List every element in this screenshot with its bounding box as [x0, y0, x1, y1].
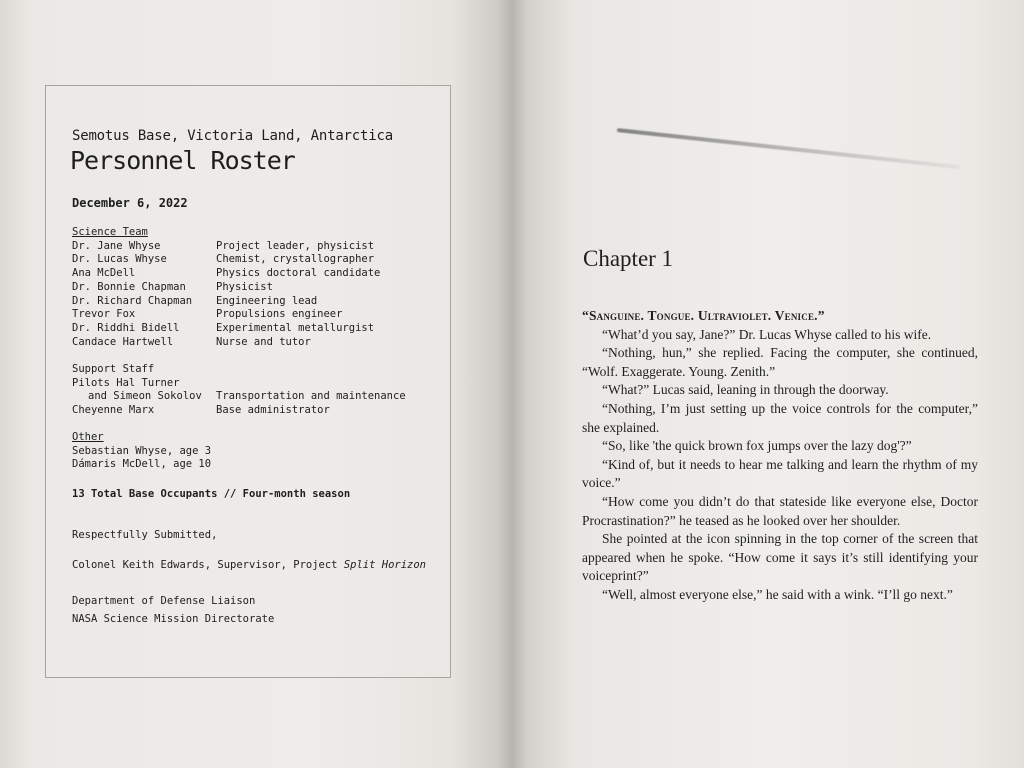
- roster-row: Trevor Fox Propulsions engineer: [72, 308, 343, 321]
- paragraph: “What?” Lucas said, leaning in through the doorway.: [602, 382, 889, 398]
- support-staff-section: [72, 363, 406, 418]
- paragraph: She pointed at the icon spinning in the top corner of the screen that appeared when he spoke. “How come it says it’s still identifying your voiceprint?”: [582, 531, 978, 584]
- science-team-section: [72, 226, 380, 349]
- roster-row: Candace Hartwell Nurse and tutor: [72, 335, 311, 348]
- support-staff-heading: Support Staff: [72, 363, 155, 375]
- chapter-heading: Chapter 1: [583, 246, 674, 271]
- liaison-nasa: NASA Science Mission Directorate: [72, 613, 275, 625]
- roster-row: Dámaris McDell, age 10: [72, 458, 212, 471]
- science-team-heading: Science Team: [72, 226, 148, 238]
- paragraph: “What’d you say, Jane?” Dr. Lucas Whyse called to his wife.: [602, 326, 932, 342]
- roster-row: and Simeon Sokolov Transportation and maintenance: [88, 390, 406, 403]
- project-name: Split Horizon: [343, 559, 427, 571]
- roster-title: Personnel Roster: [70, 146, 295, 175]
- paragraph: “Kind of, but it needs to hear me talking and learn the rhythm of my voice.”: [582, 456, 978, 491]
- signer-line: Colonel Keith Edwards, Supervisor, Project Split Horizon: [72, 559, 427, 571]
- other-heading: Other: [72, 431, 104, 443]
- roster-row: Pilots Hal Turner: [72, 376, 180, 389]
- roster-row: Cheyenne Marx Base administrator: [72, 404, 330, 417]
- roster-date: December 6, 2022: [72, 196, 188, 210]
- chapter-text: [582, 307, 978, 605]
- roster-row: Dr. Bonnie Chapman Physicist: [72, 280, 273, 293]
- roster-row: Sebastian Whyse, age 3: [72, 444, 212, 457]
- paragraph: “Nothing, hun,” she replied. Facing the computer, she continued, “Wolf. Exaggerate. Young. Zenith.”: [582, 345, 978, 379]
- submitted-line: Respectfully Submitted,: [72, 529, 218, 541]
- other-section: [72, 431, 211, 472]
- roster-row: Dr. Richard Chapman Engineering lead: [72, 294, 318, 307]
- liaison-dod: Department of Defense Liaison: [72, 595, 256, 607]
- paragraph: “Nothing, I’m just setting up the voice controls for the computer,” she explained.: [582, 400, 978, 435]
- paragraph: “So, like 'the quick brown fox jumps over the lazy dog'?”: [602, 438, 912, 454]
- paragraph: “Well, almost everyone else,” he said with a wink. “I’ll go next.”: [602, 586, 953, 602]
- roster-row: Dr. Riddhi Bidell Experimental metallurgist: [72, 321, 375, 334]
- paragraph: “Sanguine. Tongue. Ultraviolet. Venice.”: [582, 308, 825, 323]
- paragraph: “How come you didn’t do that stateside like everyone else, Doctor Procrastination?” he teased as he looked over her shoulder.: [582, 493, 978, 528]
- roster-row: Ana McDell Physics doctoral candidate: [72, 267, 381, 280]
- roster-row: Dr. Jane Whyse Project leader, physicist: [72, 239, 375, 252]
- roster-location: Semotus Base, Victoria Land, Antarctica: [72, 128, 393, 144]
- occupant-total: 13 Total Base Occupants // Four-month season: [72, 488, 351, 500]
- personnel-roster-card: [45, 85, 451, 678]
- roster-row: Dr. Lucas Whyse Chemist, crystallographer: [72, 253, 375, 266]
